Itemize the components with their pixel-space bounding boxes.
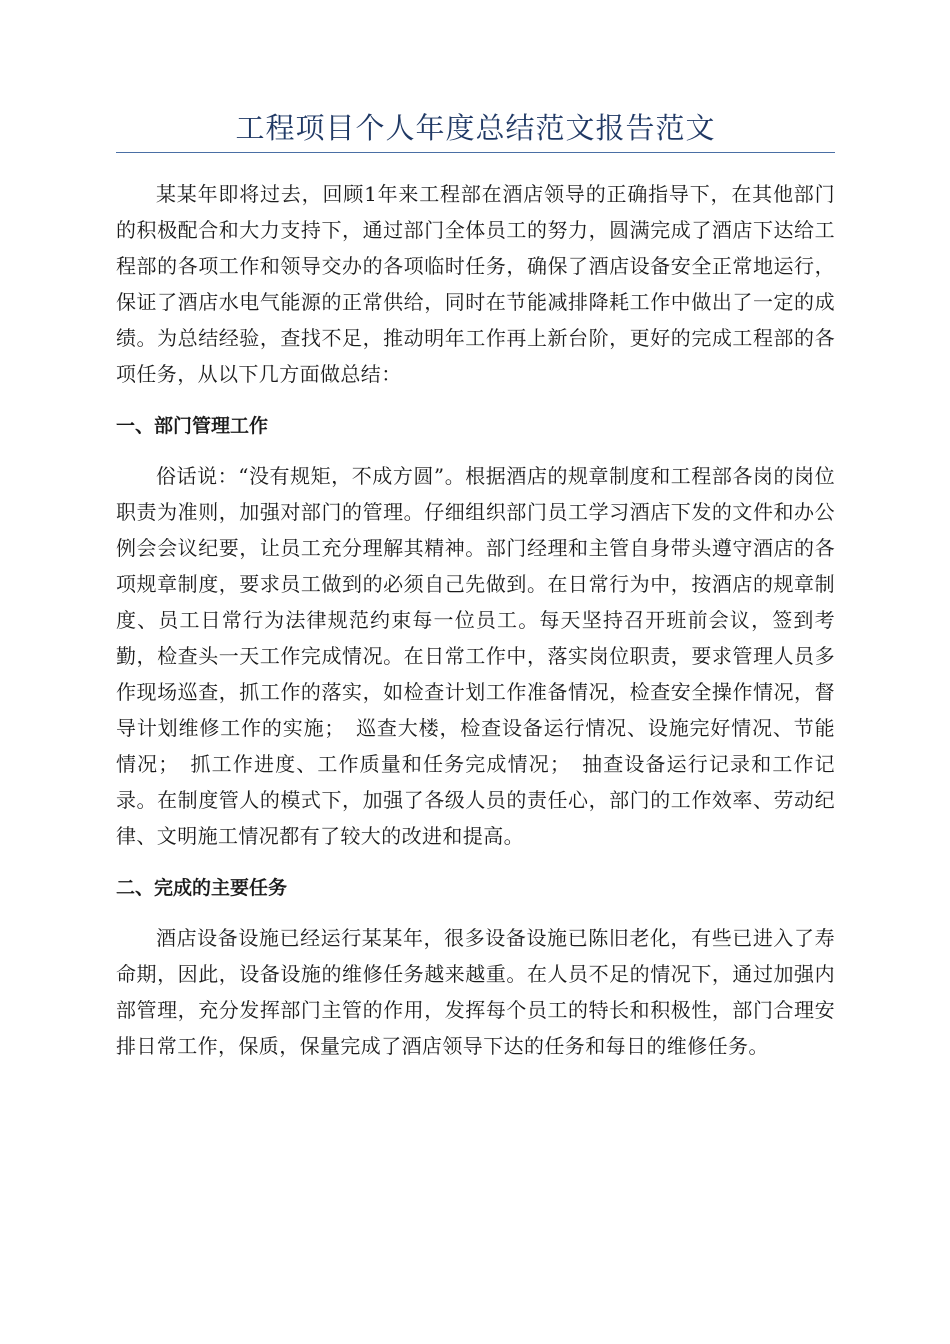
section-body-tasks: 酒店设备设施已经运行某某年，很多设备设施已陈旧老化，有些已进入了寿命期，因此，设备设施的维修任务越来越重。在人员不足的情况下，通过加强内部管理，充分发挥部门主管的作用，发挥每个员工的特长和积极性，部门合理安排日常工作，保质，保量完成了酒店领导下达的任务和每日的维修任务。 [116, 926, 835, 1058]
title-block [116, 108, 835, 153]
intro-paragraph: 某某年即将过去，回顾1年来工程部在酒店领导的正确指导下，在其他部门的积极配合和大力支持下，通过部门全体员工的努力，圆满完成了酒店下达给工程部的各项工作和领导交办的各项临时任务，确保了酒店设备安全正常地运行，保证了酒店水电气能源的正常供给，同时在节能减排降耗工作中做出了一定的成绩。为总结经验，查找不足，推动明年工作再上新台阶，更好的完成工程部的各项任务，从以下几方面做总结： [116, 182, 835, 386]
page-title: 工程项目个人年度总结范文报告范文 [235, 111, 716, 145]
document-body [116, 176, 835, 1064]
section-body-management: 俗话说：“没有规矩，不成方圆”。根据酒店的规章制度和工程部各岗的岗位职责为准则，加强对部门的管理。仔细组织部门员工学习酒店下发的文件和办公例会会议纪要，让员工充分理解其精神。部门经理和主管自身带头遵守酒店的各项规章制度，要求员工做到的必须自己先做到。在日常行为中，按酒店的规章制度、员工日常行为法律规范约束每一位员工。每天坚持召开班前会议，签到考勤，检查头一天工作完成情况。在日常工作中，落实岗位职责，要求管理人员多作现场巡查，抓工作的落实，如检查计划工作准备情况，检查安全操作情况，督导计划维修工作的实施； 巡查大楼，检查设备运行情况、设施完好情况、节能情况； 抓工作进度、工作质量和任务完成情况； 抽查设备运行记录和工作记录。在制度管人的模式下，加强了各级人员的责任心，部门的工作效率、劳动纪律、文明施工情况都有了较大的改进和提高。 [116, 464, 835, 848]
section-heading-management: 一、部门管理工作 [116, 415, 269, 437]
section-heading-tasks: 二、完成的主要任务 [116, 877, 288, 899]
